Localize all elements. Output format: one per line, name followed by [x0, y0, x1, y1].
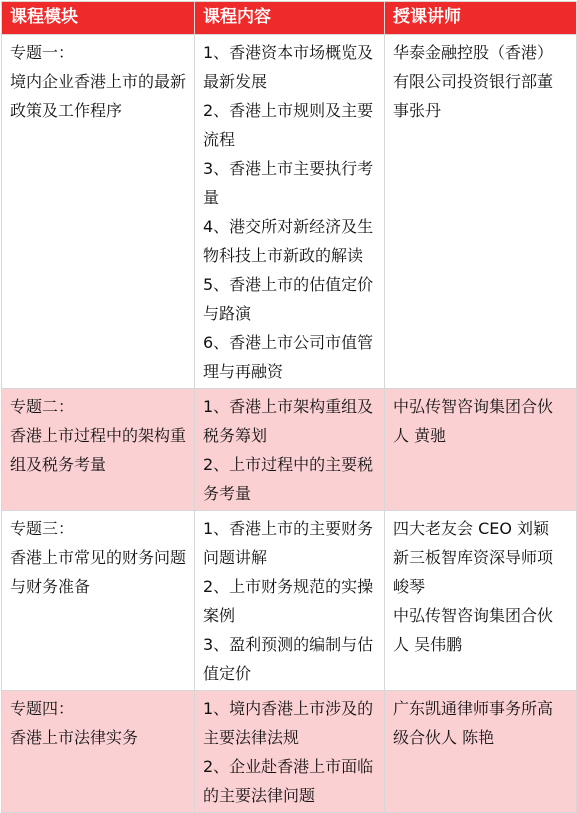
content-item: 6、香港上市公司市值管理与再融资 — [203, 333, 374, 381]
teacher-name: 新三板智库资深导师项峻琴 — [393, 548, 554, 596]
table-row — [2, 35, 577, 389]
teacher-cell — [385, 691, 577, 813]
content-item: 1、香港上市的主要财务问题讲解 — [203, 519, 374, 567]
module-cell — [2, 389, 195, 511]
content-item: 3、香港上市主要执行考量 — [203, 159, 374, 207]
course-table — [1, 1, 577, 813]
content-cell — [195, 35, 385, 389]
content-item: 2、上市过程中的主要税务考量 — [203, 455, 374, 503]
teacher-cell — [385, 511, 577, 691]
module-title: 专题一： — [10, 43, 75, 62]
module-description: 香港上市常见的财务问题与财务准备 — [10, 548, 187, 596]
content-cell — [195, 691, 385, 813]
module-description: 香港上市法律实务 — [10, 728, 139, 747]
content-cell — [195, 389, 385, 511]
content-item: 2、上市财务规范的实操案例 — [203, 577, 374, 625]
header-course-teacher: 授课讲师 — [385, 2, 577, 35]
table-row — [2, 511, 577, 691]
module-title: 专题二： — [10, 397, 75, 416]
teacher-name: 华泰金融控股（香港）有限公司投资银行部董事张丹 — [393, 43, 554, 120]
content-item: 1、境内香港上市涉及的主要法律法规 — [203, 699, 374, 747]
teacher-name: 四大老友会 CEO 刘颖 — [393, 519, 550, 538]
module-description: 香港上市过程中的架构重组及税务考量 — [10, 426, 187, 474]
content-item: 2、企业赴香港上市面临的主要法律问题 — [203, 757, 374, 805]
module-title: 专题四： — [10, 699, 75, 718]
content-item: 1、香港上市架构重组及税务筹划 — [203, 397, 374, 445]
teacher-cell — [385, 35, 577, 389]
content-item: 1、香港资本市场概览及最新发展 — [203, 43, 374, 91]
content-cell — [195, 511, 385, 691]
content-item: 5、香港上市的估值定价与路演 — [203, 275, 374, 323]
teacher-cell — [385, 389, 577, 511]
content-item: 4、港交所对新经济及生物科技上市新政的解读 — [203, 217, 374, 265]
teacher-name: 广东凯通律师事务所高级合伙人 陈艳 — [393, 699, 554, 747]
table-row — [2, 691, 577, 813]
content-item: 2、香港上市规则及主要流程 — [203, 101, 374, 149]
teacher-name: 中弘传智咨询集团合伙人 吴伟鹏 — [393, 606, 554, 654]
module-cell — [2, 35, 195, 389]
table-header-row — [2, 2, 577, 35]
header-course-module: 课程模块 — [2, 2, 195, 35]
teacher-name: 中弘传智咨询集团合伙人 黄驰 — [393, 397, 554, 445]
module-description: 境内企业香港上市的最新政策及工作程序 — [10, 72, 187, 120]
module-cell — [2, 691, 195, 813]
module-cell — [2, 511, 195, 691]
module-title: 专题三： — [10, 519, 75, 538]
content-item: 3、盈利预测的编制与估值定价 — [203, 635, 374, 683]
table-row — [2, 389, 577, 511]
header-course-content: 课程内容 — [195, 2, 385, 35]
